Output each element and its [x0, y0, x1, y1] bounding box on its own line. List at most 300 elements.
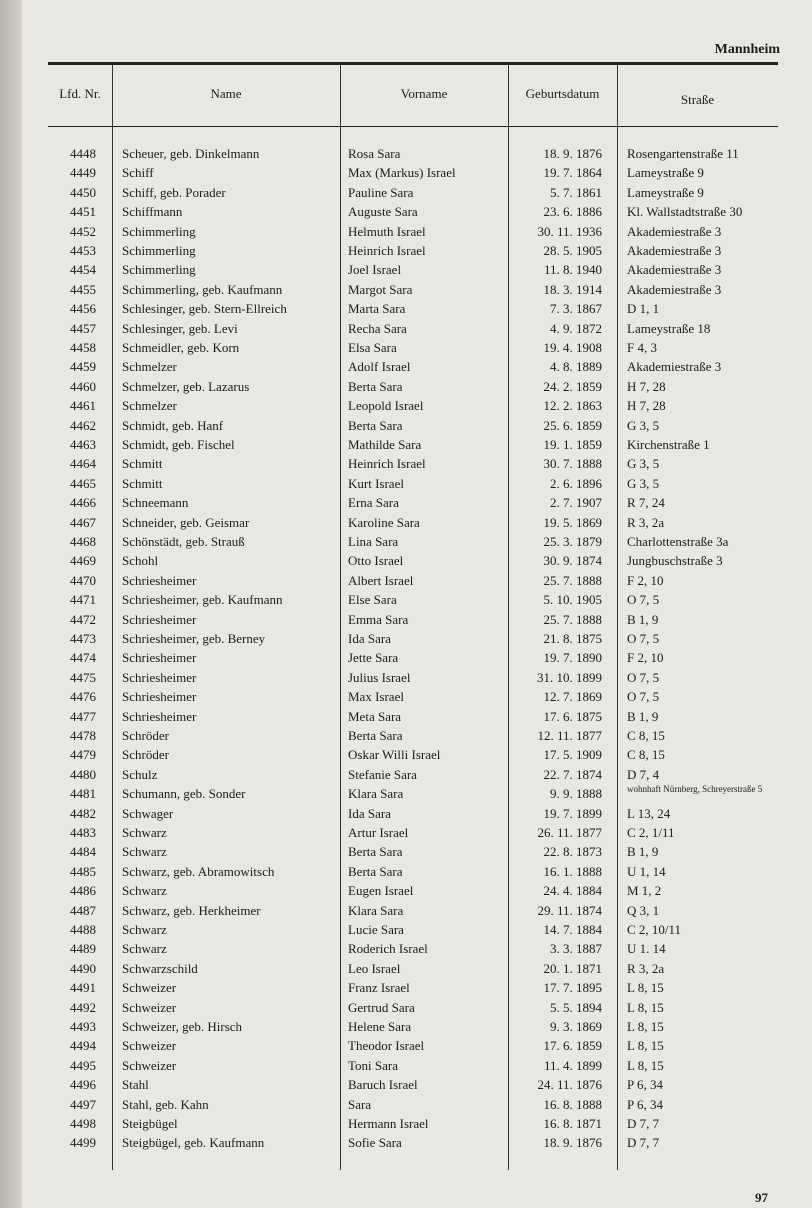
entry-name: Schriesheimer: [122, 689, 197, 705]
entry-name: Steigbügel, geb. Kaufmann: [122, 1135, 265, 1151]
entry-number: 4480: [70, 766, 96, 782]
entry-name: Stahl: [122, 1077, 149, 1093]
entry-vorname: Berta Sara: [348, 728, 403, 743]
entry-geburtsdatum: 19. 1. 1859: [543, 437, 602, 452]
column-header-strasse: Straße: [680, 92, 715, 107]
entry-number: 4451: [70, 204, 96, 220]
entry-geburtsdatum: 16. 1. 1888: [543, 863, 602, 879]
entry-name: Schumann, geb. Sonder: [122, 786, 246, 802]
entry-vorname: Franz Israel: [348, 980, 410, 996]
table-row: [0, 532, 812, 551]
entry-number: 4464: [70, 456, 96, 472]
entry-geburtsdatum: 19. 5. 1869: [543, 514, 602, 530]
entry-name: Schwager: [122, 805, 174, 821]
entry-vorname: Helmuth Israel: [348, 223, 426, 239]
table-row: [0, 1133, 812, 1152]
entry-strasse: G 3, 5: [627, 475, 660, 491]
entry-geburtsdatum: 29. 11. 1874: [537, 902, 602, 918]
city-header: Mannheim: [714, 42, 780, 57]
entry-geburtsdatum: 25. 3. 1879: [543, 534, 602, 549]
entry-name: Schmitt: [122, 475, 163, 491]
table-row: [0, 707, 812, 726]
entry-number: 4494: [70, 1038, 96, 1054]
entry-geburtsdatum: 11. 4. 1899: [543, 1057, 602, 1073]
entry-number: 4479: [70, 747, 96, 763]
table-row: [0, 939, 812, 958]
entry-number: 4467: [70, 514, 96, 530]
table-row: [0, 629, 812, 648]
entry-number: 4468: [70, 534, 96, 549]
entry-strasse: Jungbuschstraße 3: [627, 553, 723, 569]
entry-vorname: Max (Markus) Israel: [348, 165, 456, 181]
entry-vorname: Roderich Israel: [348, 941, 428, 957]
entry-vorname: Gertrud Sara: [348, 999, 415, 1015]
entry-vorname: Stefanie Sara: [348, 766, 417, 782]
entry-number: 4450: [70, 184, 96, 200]
table-row: [0, 648, 812, 667]
entry-strasse: F 2, 10: [627, 650, 664, 666]
entry-geburtsdatum: 4. 9. 1872: [550, 320, 602, 336]
entry-name: Schweizer: [122, 1057, 177, 1073]
entry-geburtsdatum: 24. 2. 1859: [543, 378, 602, 394]
entry-name: Schwarz: [122, 844, 167, 860]
entry-name: Schweizer: [122, 999, 177, 1015]
entry-number: 4499: [70, 1135, 96, 1151]
table-row: [0, 1017, 812, 1036]
entry-geburtsdatum: 23. 6. 1886: [543, 204, 602, 220]
entry-strasse: Rosengartenstraße 11: [627, 146, 739, 161]
entry-number: 4493: [70, 1019, 96, 1034]
entry-geburtsdatum: 19. 4. 1908: [543, 340, 602, 355]
entry-strasse: Akademiestraße 3: [627, 243, 722, 258]
entry-geburtsdatum: 9. 9. 1888: [550, 786, 602, 802]
entry-number: 4476: [70, 689, 96, 705]
table-row: [0, 842, 812, 861]
entry-vorname: Toni Sara: [348, 1057, 398, 1073]
entry-name: Schönstädt, geb. Strauß: [122, 534, 245, 549]
entry-name: Schimmerling: [122, 262, 196, 278]
table-row: [0, 823, 812, 842]
entry-strasse: G 3, 5: [627, 417, 660, 433]
entry-vorname: Kurt Israel: [348, 475, 404, 491]
entry-name: Schulz: [122, 766, 158, 782]
entry-vorname: Leo Israel: [348, 960, 401, 976]
entry-geburtsdatum: 18. 9. 1876: [543, 1135, 602, 1151]
entry-geburtsdatum: 9. 3. 1869: [550, 1019, 602, 1034]
entry-geburtsdatum: 16. 8. 1871: [543, 1116, 602, 1131]
entry-number: 4484: [70, 844, 96, 860]
entry-strasse: G 3, 5: [627, 456, 660, 472]
entry-vorname: Hermann Israel: [348, 1116, 429, 1131]
entry-strasse: L 13, 24: [627, 805, 671, 821]
table-row: [0, 726, 812, 745]
entry-strasse: Akademiestraße 3: [627, 223, 722, 239]
entry-vorname: Karoline Sara: [348, 514, 420, 530]
column-header-nr: Lfd. Nr.: [59, 86, 101, 101]
entry-name: Schriesheimer: [122, 708, 197, 724]
entry-geburtsdatum: 17. 7. 1895: [543, 980, 602, 996]
entry-strasse: O 7, 5: [627, 689, 660, 705]
entry-strasse: Charlottenstraße 3a: [627, 534, 729, 549]
entry-vorname: Ida Sara: [348, 631, 391, 646]
entry-vorname: Berta Sara: [348, 844, 403, 860]
entry-number: 4465: [70, 475, 96, 491]
entry-vorname: Elsa Sara: [348, 340, 397, 355]
entry-vorname: Berta Sara: [348, 863, 403, 879]
entry-vorname: Emma Sara: [348, 611, 409, 627]
entry-geburtsdatum: 25. 6. 1859: [543, 417, 602, 433]
entry-vorname: Theodor Israel: [348, 1038, 425, 1054]
entry-number: 4460: [70, 378, 96, 394]
entry-name: Steigbügel: [122, 1116, 178, 1131]
entry-strasse: P 6, 34: [627, 1096, 663, 1112]
entry-geburtsdatum: 22. 7. 1874: [543, 766, 602, 782]
entry-vorname: Oskar Willi Israel: [348, 747, 441, 763]
table-row: [0, 1095, 812, 1114]
table-row: [0, 357, 812, 376]
entry-number: 4490: [70, 960, 96, 976]
entry-number: 4487: [70, 902, 96, 918]
entry-number: 4482: [70, 805, 96, 821]
entry-number: 4478: [70, 728, 96, 743]
entry-name: Schmidt, geb. Fischel: [122, 437, 235, 452]
column-header-geburtsdatum: Geburtsdatum: [525, 86, 600, 101]
entry-geburtsdatum: 17. 6. 1859: [543, 1038, 602, 1054]
table-row: [0, 416, 812, 435]
entry-geburtsdatum: 5. 5. 1894: [550, 999, 602, 1015]
entry-name: Schimmerling, geb. Kaufmann: [122, 281, 283, 297]
entry-name: Schweizer: [122, 980, 177, 996]
entry-strasse: D 7, 7: [627, 1135, 660, 1151]
entry-number: 4449: [70, 165, 96, 181]
entry-vorname: Berta Sara: [348, 417, 403, 433]
entry-geburtsdatum: 5. 10. 1905: [543, 592, 602, 608]
table-row: [0, 862, 812, 881]
entry-strasse: L 8, 15: [627, 1057, 664, 1073]
entry-name: Schlesinger, geb. Stern-Ellreich: [122, 301, 287, 317]
entry-vorname: Pauline Sara: [348, 184, 414, 200]
entry-vorname: Klara Sara: [348, 786, 404, 802]
entry-vorname: Berta Sara: [348, 378, 403, 394]
entry-geburtsdatum: 30. 9. 1874: [543, 553, 602, 569]
entry-number: 4453: [70, 243, 96, 258]
entry-vorname: Julius Israel: [348, 669, 411, 685]
entry-strasse: O 7, 5: [627, 669, 660, 685]
entry-number: 4463: [70, 437, 96, 452]
entry-vorname: Baruch Israel: [348, 1077, 418, 1093]
entry-strasse: L 8, 15: [627, 1038, 664, 1054]
entry-number: 4485: [70, 863, 96, 879]
entry-name: Schneemann: [122, 495, 189, 511]
entry-vorname: Sara: [348, 1096, 372, 1112]
entry-vorname: Helene Sara: [348, 1019, 412, 1034]
entry-number: 4470: [70, 572, 96, 588]
entry-strasse: F 2, 10: [627, 572, 664, 588]
table-row: [0, 784, 812, 803]
entry-number: 4481: [70, 786, 96, 802]
table-row: [0, 396, 812, 415]
entry-strasse: M 1, 2: [627, 883, 662, 899]
entry-geburtsdatum: 25. 7. 1888: [543, 572, 602, 588]
entry-number: 4457: [70, 320, 96, 336]
entry-name: Schmelzer, geb. Lazarus: [122, 378, 250, 394]
entry-number: 4472: [70, 611, 96, 627]
table-row: [0, 454, 812, 473]
entry-number: 4462: [70, 417, 96, 433]
table-row: [0, 804, 812, 823]
entry-strasse: Q 3, 1: [627, 902, 660, 918]
entry-vorname: Eugen Israel: [348, 883, 414, 899]
entry-name: Schriesheimer: [122, 572, 197, 588]
entry-strasse: O 7, 5: [627, 592, 660, 608]
entry-strasse: Lameystraße 9: [627, 184, 704, 200]
entry-vorname: Lucie Sara: [348, 922, 404, 937]
entry-number: 4455: [70, 281, 96, 297]
entry-name: Schmelzer: [122, 398, 177, 414]
entry-name: Schwarz, geb. Abramowitsch: [122, 863, 275, 879]
entry-geburtsdatum: 3. 3. 1887: [550, 941, 602, 957]
entry-geburtsdatum: 24. 11. 1876: [537, 1077, 602, 1093]
entry-number: 4491: [70, 980, 96, 996]
entry-vorname: Jette Sara: [348, 650, 399, 666]
entry-vorname: Margot Sara: [348, 281, 413, 297]
entry-geburtsdatum: 26. 11. 1877: [537, 825, 602, 840]
entry-strasse: C 8, 15: [627, 728, 665, 743]
entry-number: 4448: [70, 146, 96, 161]
entry-geburtsdatum: 17. 5. 1909: [543, 747, 602, 763]
column-header-vorname: Vorname: [400, 86, 448, 101]
entry-number: 4475: [70, 669, 96, 685]
entry-geburtsdatum: 11. 8. 1940: [543, 262, 602, 278]
entry-vorname: Heinrich Israel: [348, 456, 426, 472]
entry-geburtsdatum: 4. 8. 1889: [550, 359, 602, 375]
entry-geburtsdatum: 7. 3. 1867: [550, 301, 602, 317]
table-row: [0, 1114, 812, 1133]
entry-number: 4471: [70, 592, 96, 608]
entry-name: Schimmerling: [122, 243, 196, 258]
entry-name: Schweizer, geb. Hirsch: [122, 1019, 243, 1034]
entry-geburtsdatum: 17. 6. 1875: [543, 708, 602, 724]
entry-vorname: Ida Sara: [348, 805, 391, 821]
entry-strasse: D 7, 7: [627, 1116, 660, 1131]
entry-number: 4477: [70, 708, 96, 724]
entry-geburtsdatum: 18. 9. 1876: [543, 146, 602, 161]
entry-strasse: Akademiestraße 3: [627, 262, 722, 278]
table-row: [0, 202, 812, 221]
entry-name: Schriesheimer: [122, 611, 197, 627]
table-row: [0, 280, 812, 299]
entry-geburtsdatum: 28. 5. 1905: [543, 243, 602, 258]
entry-geburtsdatum: 30. 11. 1936: [537, 223, 602, 239]
entry-name: Stahl, geb. Kahn: [122, 1096, 209, 1112]
entry-name: Schwarz: [122, 825, 167, 840]
entry-geburtsdatum: 19. 7. 1899: [543, 805, 602, 821]
entry-strasse: D 1, 1: [627, 301, 660, 317]
column-header-name: Name: [210, 86, 242, 101]
entry-name: Schmitt: [122, 456, 163, 472]
entry-strasse: U 1. 14: [627, 941, 666, 957]
entry-vorname: Max Israel: [348, 689, 404, 705]
entry-geburtsdatum: 12. 7. 1869: [543, 689, 602, 705]
entry-geburtsdatum: 20. 1. 1871: [543, 960, 602, 976]
entry-strasse: F 4, 3: [627, 340, 657, 355]
table-row: [0, 163, 812, 182]
entry-geburtsdatum: 16. 8. 1888: [543, 1096, 602, 1112]
entry-number: 4489: [70, 941, 96, 957]
table-header-rule: [48, 126, 778, 127]
entry-vorname: Rosa Sara: [348, 146, 401, 161]
entry-strasse: R 3, 2a: [627, 514, 665, 530]
entry-vorname: Adolf Israel: [348, 359, 411, 375]
entry-strasse: B 1, 9: [627, 708, 659, 724]
entry-strasse: L 8, 15: [627, 980, 664, 996]
entry-vorname: Lina Sara: [348, 534, 399, 549]
entry-strasse: Lameystraße 18: [627, 320, 711, 336]
entry-geburtsdatum: 22. 8. 1873: [543, 844, 602, 860]
entry-strasse: O 7, 5: [627, 631, 660, 646]
entry-number: 4483: [70, 825, 96, 840]
entry-name: Schlesinger, geb. Levi: [122, 320, 238, 336]
table-row: [0, 610, 812, 629]
entry-vorname: Recha Sara: [348, 320, 407, 336]
entry-number: 4495: [70, 1057, 96, 1073]
entry-geburtsdatum: 25. 7. 1888: [543, 611, 602, 627]
entry-name: Schmelzer: [122, 359, 177, 375]
table-row: [0, 959, 812, 978]
table-row: [0, 745, 812, 764]
entry-name: Schröder: [122, 728, 169, 743]
entry-name: Schmeidler, geb. Korn: [122, 340, 240, 355]
entry-vorname: Else Sara: [348, 592, 397, 608]
entry-number: 4474: [70, 650, 96, 666]
entry-geburtsdatum: 2. 6. 1896: [550, 475, 602, 491]
entry-strasse: B 1, 9: [627, 844, 659, 860]
entry-number: 4459: [70, 359, 96, 375]
entry-number: 4461: [70, 398, 96, 414]
entry-strasse: C 2, 1/11: [627, 825, 675, 840]
entry-name: Schiff, geb. Porader: [122, 184, 226, 200]
entry-number: 4473: [70, 631, 96, 646]
entry-strasse: C 8, 15: [627, 747, 665, 763]
entry-geburtsdatum: 18. 3. 1914: [543, 281, 602, 297]
entry-strasse: P 6, 34: [627, 1077, 663, 1093]
entry-vorname: Mathilde Sara: [348, 437, 422, 452]
entry-name: Schwarzschild: [122, 960, 198, 976]
table-row: [0, 319, 812, 338]
entry-geburtsdatum: 19. 7. 1890: [543, 650, 602, 666]
entry-strasse: Kl. Wallstadtstraße 30: [627, 204, 743, 220]
table-row: [0, 998, 812, 1017]
table-row: [0, 881, 812, 900]
entry-geburtsdatum: 31. 10. 1899: [537, 669, 602, 685]
entry-vorname: Klara Sara: [348, 902, 404, 918]
entry-strasse: H 7, 28: [627, 378, 666, 394]
table-row: [0, 513, 812, 532]
entry-name: Scheuer, geb. Dinkelmann: [122, 146, 260, 161]
entry-strasse: C 2, 10/11: [627, 922, 682, 937]
entry-vorname: Meta Sara: [348, 708, 402, 724]
table-row: [0, 435, 812, 454]
entry-name: Schwarz: [122, 883, 167, 899]
entry-vorname: Albert Israel: [348, 572, 414, 588]
entry-name: Schmidt, geb. Hanf: [122, 417, 224, 433]
entry-strasse: Akademiestraße 3: [627, 359, 722, 375]
entry-number: 4454: [70, 262, 96, 278]
entry-name: Schwarz: [122, 941, 167, 957]
table-row: [0, 260, 812, 279]
table-row: [0, 668, 812, 687]
entry-strasse: L 8, 15: [627, 999, 664, 1015]
entry-strasse: Kirchenstraße 1: [627, 437, 710, 452]
entry-name: Schriesheimer, geb. Kaufmann: [122, 592, 283, 608]
table-row: [0, 241, 812, 260]
table-row: [0, 144, 812, 163]
entry-vorname: Marta Sara: [348, 301, 406, 317]
entry-number: 4466: [70, 495, 96, 511]
entry-name: Schweizer: [122, 1038, 177, 1054]
entry-vorname: Otto Israel: [348, 553, 404, 569]
entry-number: 4458: [70, 340, 96, 355]
entry-geburtsdatum: 5. 7. 1861: [550, 184, 602, 200]
entry-number: 4497: [70, 1096, 96, 1112]
entry-geburtsdatum: 24. 4. 1884: [543, 883, 602, 899]
entry-strasse: D 7, 4: [627, 766, 660, 782]
entry-strasse: wohnhaft Nürnberg, Schreyerstraße 5: [627, 784, 763, 795]
table-row: [0, 299, 812, 318]
entry-strasse: U 1, 14: [627, 863, 666, 879]
entry-number: 4486: [70, 883, 96, 899]
entry-vorname: Sofie Sara: [348, 1135, 402, 1151]
table-row: [0, 687, 812, 706]
entry-name: Schwarz, geb. Herkheimer: [122, 902, 261, 918]
entry-name: Schiff: [122, 165, 154, 181]
entry-name: Schneider, geb. Geismar: [122, 514, 250, 530]
entry-strasse: Lameystraße 9: [627, 165, 704, 181]
entry-geburtsdatum: 2. 7. 1907: [550, 495, 602, 511]
table-row: [0, 493, 812, 512]
page-number: 97: [755, 1190, 768, 1205]
table-row: [0, 551, 812, 570]
table-row: [0, 377, 812, 396]
entry-geburtsdatum: 21. 8. 1875: [543, 631, 602, 646]
entry-vorname: Heinrich Israel: [348, 243, 426, 258]
entry-vorname: Leopold Israel: [348, 398, 424, 414]
entry-name: Schriesheimer: [122, 650, 197, 666]
entry-number: 4492: [70, 999, 96, 1015]
entry-strasse: R 7, 24: [627, 495, 665, 511]
entry-name: Schimmerling: [122, 223, 196, 239]
entry-number: 4488: [70, 922, 96, 937]
table-row: [0, 571, 812, 590]
table-row: [0, 222, 812, 241]
entry-strasse: L 8, 15: [627, 1019, 664, 1034]
entry-name: Schröder: [122, 747, 169, 763]
entry-number: 4452: [70, 223, 96, 239]
table-row: [0, 1036, 812, 1055]
table-row: [0, 1056, 812, 1075]
table-row: [0, 590, 812, 609]
entry-vorname: Auguste Sara: [348, 204, 418, 220]
entry-geburtsdatum: 12. 11. 1877: [537, 728, 602, 743]
entry-vorname: Artur Israel: [348, 825, 409, 840]
entry-name: Schwarz: [122, 922, 167, 937]
entry-geburtsdatum: 19. 7. 1864: [543, 165, 602, 181]
table-row: [0, 183, 812, 202]
entry-number: 4456: [70, 301, 96, 317]
table-row: [0, 338, 812, 357]
entry-name: Schohl: [122, 553, 159, 569]
entry-strasse: H 7, 28: [627, 398, 666, 414]
